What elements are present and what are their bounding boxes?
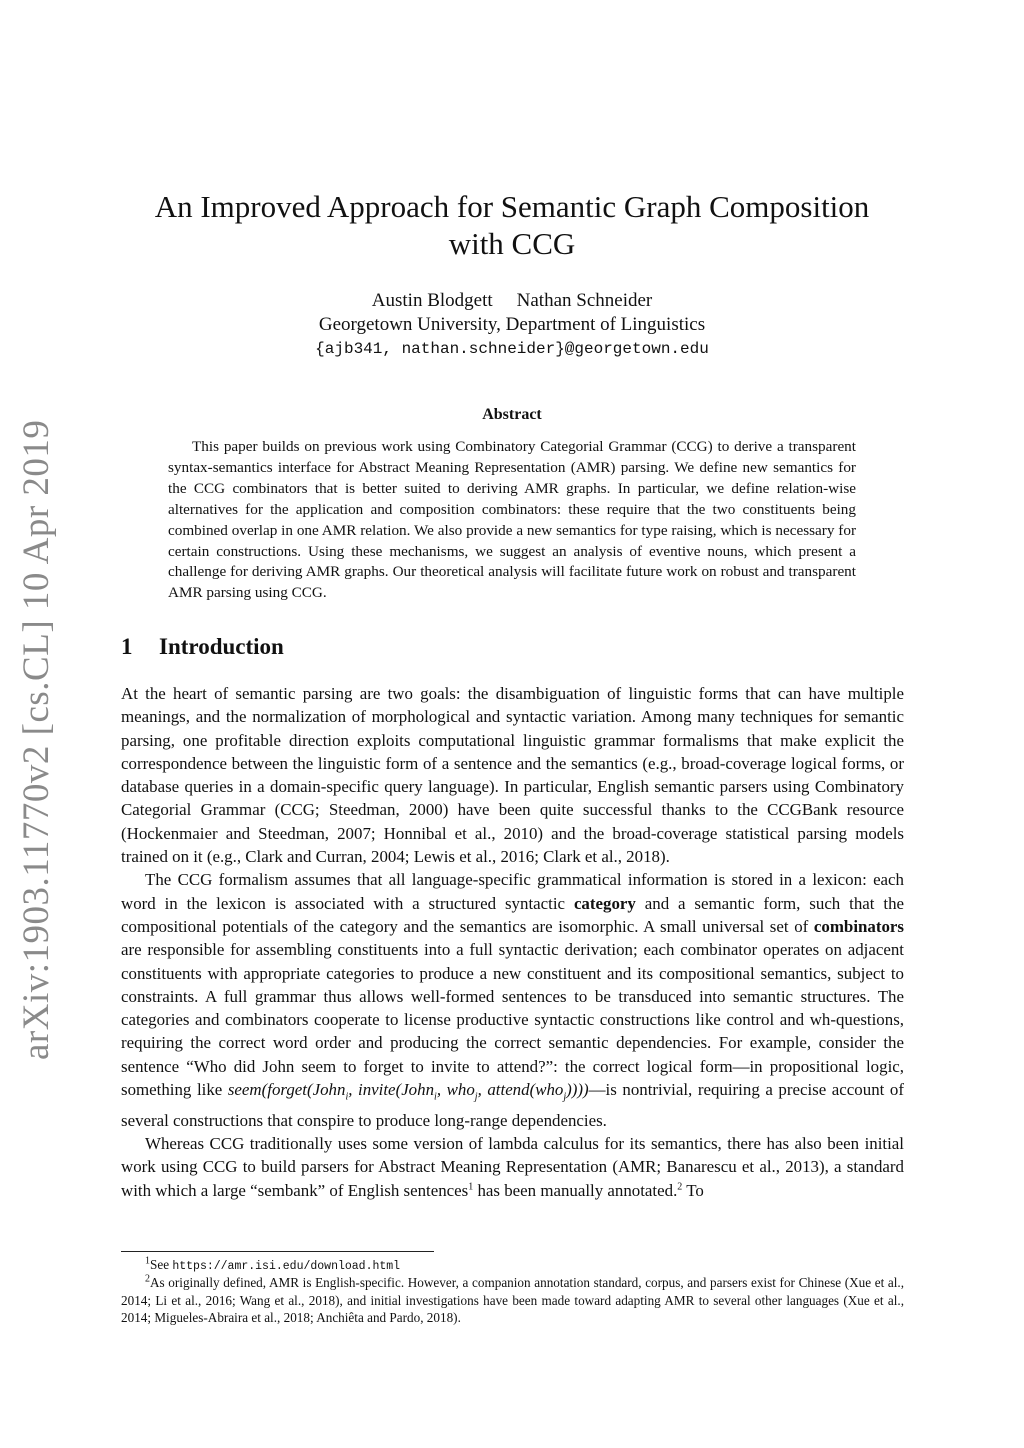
footnote-1: $^1$See https://amr.isi.edu/download.html [145,1255,401,1273]
footnote-divider [121,1251,434,1252]
bold-term: category [573,893,636,913]
logical-form-formula: seem(forget(John$_i$, invite(John$_i$, who$_j$, attend(who$_j$)))) [227,1080,589,1103]
footnote-ref[interactable]: 2 [677,1180,683,1192]
bold-term: combinators [813,916,904,936]
author-block [120,289,904,361]
footnote-mark: 1 [145,1255,150,1267]
abstract-text: This paper builds on previous work using Combinatory Categorial Grammar (CCG) to derive a transparent syntax-semantics interface for Abstract Meaning Representation (AMR) parsing. We define new semantics for the CCG combinators that is better suited to deriving AMR graphs. In particular, we define relation-wise alternatives for the application and composition combinators: these require that the two constituents being combined overlap in one AMR relation. We also provide a new semantics for type raising, which is necessary for certain constructions. Using these mechanisms, we suggest an analysis of eventive nouns, which present a challenge for deriving AMR graphs. Our theoretical analysis will facilitate future work on robust and transparent AMR parsing using CCG. [168,438,856,602]
paper-title [120,188,904,262]
body-text [121,682,904,1202]
section-number: 1 [121,634,133,659]
paragraph: At the heart of semantic parsing are two goals: the disambiguation of linguistic forms that can have multiple meanings, and the normalization of morphological and syntactic variation. Among many techniques for semantic parsing, one profitable direction exploits computational linguistic grammar formalisms that make explicit the correspondence between the linguistic form of a sentence and the semantics (e.g., broad-coverage logical forms, or database queries in a domain-specific query language). In particular, English semantic parsers using Combinatory Categorial Grammar (CCG; Steedman, 2000) have been quite successful thanks to the CCGBank resource (Hockenmaier and Steedman, 2007; Honnibal et al., 2010) and the broad-coverage statistical parsing models trained on it (e.g., Clark and Curran, 2004; Lewis et al., 2016; Clark et al., 2018). [121,684,904,867]
paragraph: Whereas CCG traditionally uses some version of lambda calculus for its semantics, there has also been initial work using CCG to build parsers for Abstract Meaning Representation (AMR; Banarescu et al., 2013), a standard with which a large “sembank” of English sentences$^1$ has been manually annotated.$^2$ To [121,1134,904,1200]
author-name: Austin Blodgett [371,290,493,311]
footnote-link[interactable]: https://amr.isi.edu/download.html [172,1260,401,1273]
section-title: Introduction [159,634,284,659]
author-email: {ajb341, nathan.schneider}@georgetown.edu [315,340,709,358]
author-names [120,289,904,313]
title-line-1: An Improved Approach for Semantic Graph Composition [154,189,870,224]
abstract-heading: Abstract [482,406,542,423]
footnote-mark: 2 [145,1273,150,1285]
author-affiliation: Georgetown University, Department of Linguistics [318,314,706,335]
footnote-ref[interactable]: 1 [468,1180,474,1192]
footnote-2: $^2$As originally defined, AMR is English-specific. However, a companion annotation standard, corpus, and parsers exist for Chinese (Xue et al., 2014; Li et al., 2016; Wang et al., 2018), and initial investigations have been made toward adapting AMR to several other languages (Xue et al., 2014; Migueles-Abraira et al., 2018; Anchiêta and Pardo, 2018). [121,1273,904,1325]
section-heading [121,634,284,660]
arxiv-identifier: arXiv:1903.11770v2 [cs.CL] 10 Apr 2019 [16,419,57,1060]
author-name: Nathan Schneider [516,290,653,311]
paragraph: The CCG formalism assumes that all language-specific grammatical information is stored in a lexicon: each word in the lexicon is associated with a structured syntactic category and a semantic form, such that the compositional potentials of the category and the semantics are isomorphic. A small universal set of combinators are responsible for assembling constituents into a full syntactic derivation; each combinator operates on adjacent constituents with appropriate categories to produce a new constituent and its compositional semantics, subject to constraints. A full grammar thus allows well-formed sentences to be transduced into semantic structures. The categories and combinators cooperate to license productive syntactic constructions like control and wh-questions, requiring the correct word order and producing the correct semantic dependencies. For example, consider the sentence “Who did John seem to forget to invite to attend?”: the correct logical form—in propositional logic, something like seem(forget(John$_i$, invite(John$_i$, who$_j$, attend(who$_j$))))—is nontrivial, requiring a precise account of several constructions that conspire to produce long-range dependencies. [121,870,905,1130]
title-line-2: with CCG [448,226,576,261]
